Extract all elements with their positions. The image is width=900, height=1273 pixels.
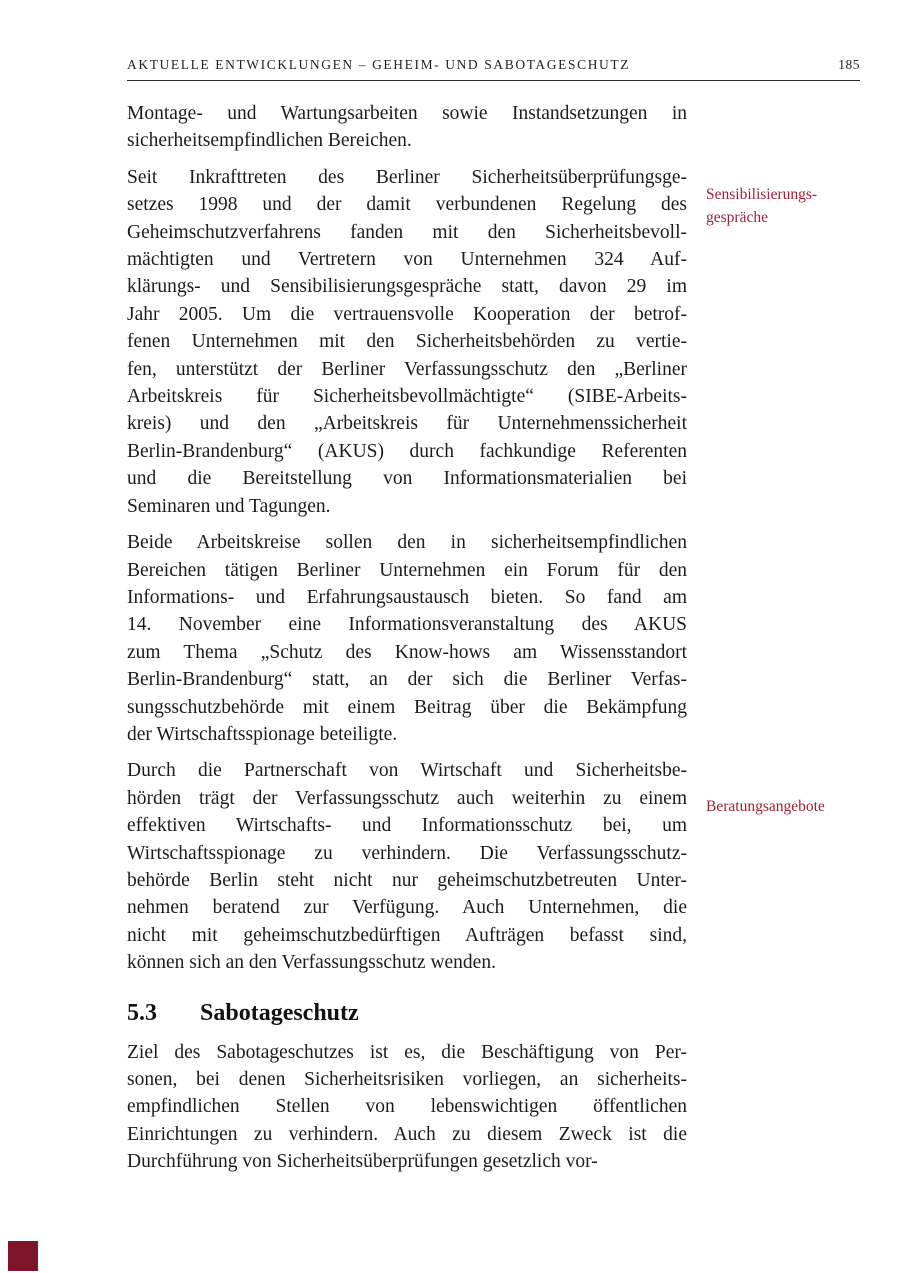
section-heading bbox=[127, 998, 687, 1028]
text-line: Durch die Partnerschaft von Wirtschaft und Sicherheitsbe- bbox=[127, 760, 687, 782]
margin-note-beratungsangebote bbox=[706, 796, 871, 819]
text-line: Sensibilisierungs- bbox=[706, 186, 818, 203]
text-line: empfindlichen Stellen von lebenswichtigen öffentlichen bbox=[127, 1096, 687, 1118]
text-line: Wirtschaftsspionage zu verhindern. Die Verfassungsschutz- bbox=[127, 842, 687, 864]
running-head-title: AKTUELLE ENTWICKLUNGEN – GEHEIM- UND SABOTAGESCHUTZ bbox=[127, 57, 631, 72]
text-line: Montage- und Wartungsarbeiten sowie Instandsetzungen in bbox=[127, 103, 687, 124]
text-line: nicht mit geheimschutzbedürftigen Aufträgen befasst sind, bbox=[127, 924, 687, 946]
text-line: mächtigten und Vertretern von Unternehmen 324 Auf- bbox=[127, 249, 687, 271]
running-head bbox=[127, 57, 860, 81]
text-line: Informations- und Erfahrungsaustausch bieten. So fand am bbox=[127, 586, 687, 608]
body-column bbox=[127, 100, 687, 1176]
paragraph bbox=[127, 1039, 687, 1176]
text-line: nehmen beratend zur Verfügung. Auch Unternehmen, die bbox=[127, 897, 687, 919]
paragraph bbox=[127, 164, 687, 520]
text-line: Seit Inkrafttreten des Berliner Sicherheitsüberprüfungsge- bbox=[127, 166, 687, 188]
text-line: Beratungsangebote bbox=[706, 798, 825, 815]
text-line: Arbeitskreis für Sicherheitsbevollmächtigte“ (SIBE-Arbeits- bbox=[127, 386, 687, 408]
text-line: Geheimschutzverfahrens fanden mit den Sicherheitsbevoll- bbox=[127, 221, 687, 243]
text-line: Bereichen tätigen Berliner Unternehmen ein Forum für den bbox=[127, 559, 687, 581]
text-line: sonen, bei denen Sicherheitsrisiken vorliegen, an sicherheits- bbox=[127, 1069, 687, 1090]
text-line: können sich an den Verfassungsschutz wenden. bbox=[127, 952, 496, 974]
page-number: 185 bbox=[838, 57, 860, 72]
text-line: hörden trägt der Verfassungsschutz auch weiterhin zu einem bbox=[127, 787, 687, 809]
text-line: zum Thema „Schutz des Know-hows am Wissensstandort bbox=[127, 641, 687, 663]
text-line: Seminaren und Tagungen. bbox=[127, 495, 331, 517]
text-line: kreis) und den „Arbeitskreis für Unternehmenssicherheit bbox=[127, 413, 687, 435]
page-corner-mark bbox=[8, 1241, 38, 1271]
text-line: sicherheitsempfindlichen Bereichen. bbox=[127, 130, 412, 152]
text-line: Berlin-Brandenburg“ statt, an der sich die Berliner Verfas- bbox=[127, 669, 687, 691]
text-line: Jahr 2005. Um die vertrauensvolle Kooperation der betrof- bbox=[127, 303, 687, 325]
paragraph bbox=[127, 529, 687, 748]
section-number: 5.3 bbox=[127, 999, 157, 1026]
text-line: sungsschutzbehörde mit einem Beitrag über die Bekämpfung bbox=[127, 696, 687, 718]
text-line: klärungs- und Sensibilisierungsgespräche statt, davon 29 im bbox=[127, 276, 687, 298]
text-line: und die Bereitstellung von Informationsmaterialien bei bbox=[127, 468, 687, 490]
text-line: gespräche bbox=[706, 208, 768, 226]
text-line: der Wirtschaftsspionage beteiligte. bbox=[127, 723, 398, 745]
text-line: fen, unterstützt der Berliner Verfassungsschutz den „Berliner bbox=[127, 358, 687, 380]
paragraph bbox=[127, 100, 687, 155]
section-title: Sabotageschutz bbox=[200, 999, 359, 1026]
text-line: 14. November eine Informationsveranstaltung des AKUS bbox=[127, 614, 687, 636]
text-line: Ziel des Sabotageschutzes ist es, die Beschäftigung von Per- bbox=[127, 1041, 687, 1063]
text-line: Beide Arbeitskreise sollen den in sicherheitsempfindlichen bbox=[127, 532, 687, 554]
text-line: Berlin-Brandenburg“ (AKUS) durch fachkundige Referenten bbox=[127, 440, 687, 462]
text-line: effektiven Wirtschafts- und Informationsschutz bei, um bbox=[127, 815, 687, 837]
paragraph bbox=[127, 757, 687, 976]
text-line: behörde Berlin steht nicht nur geheimschutzbetreuten Unter- bbox=[127, 869, 687, 891]
text-line: setzes 1998 und der damit verbundenen Regelung des bbox=[127, 194, 687, 216]
text-line: Einrichtungen zu verhindern. Auch zu diesem Zweck ist die bbox=[127, 1123, 687, 1145]
margin-note-sensibilisierungsgespraeche bbox=[706, 184, 871, 229]
text-line: fenen Unternehmen mit den Sicherheitsbehörden zu vertie- bbox=[127, 331, 687, 353]
text-line: Durchführung von Sicherheitsüberprüfungen gesetzlich vor- bbox=[127, 1151, 598, 1173]
